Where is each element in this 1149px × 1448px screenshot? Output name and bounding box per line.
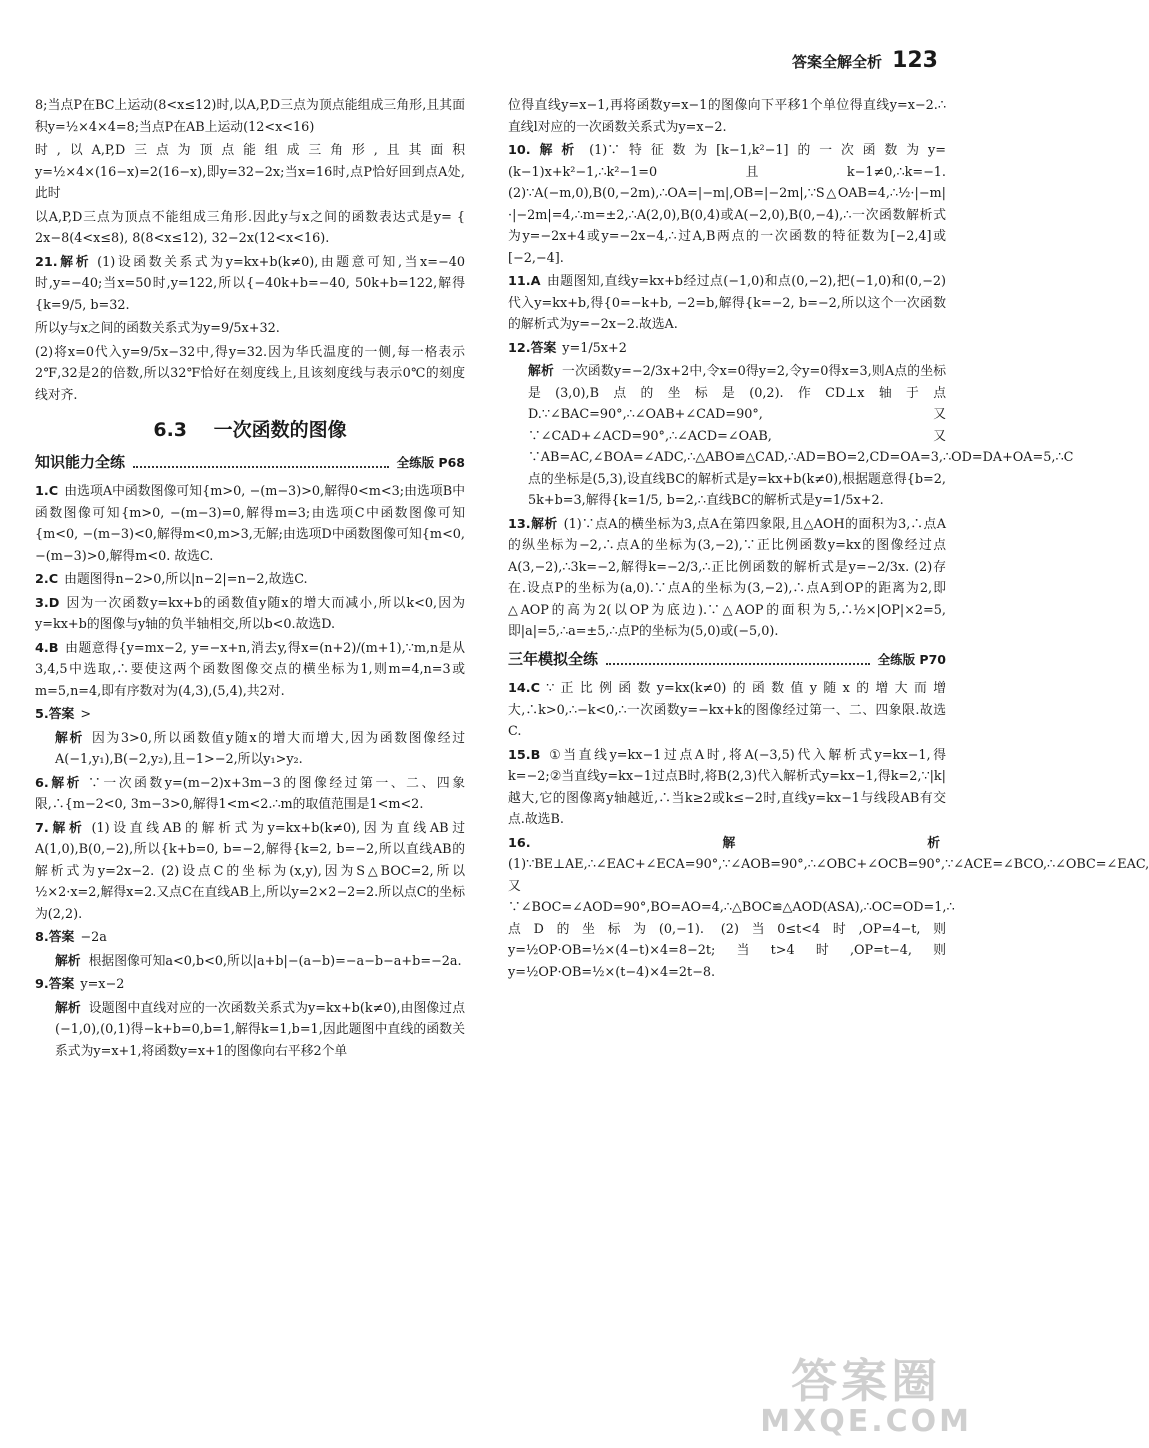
watermark-text: 答案圈 bbox=[791, 1354, 942, 1408]
band-title: 知识能力全练 bbox=[35, 452, 126, 471]
section-title: 一次函数的图像 bbox=[213, 419, 347, 441]
answer-item: 2.C 由题图得n−2>0,所以|n−2|=n−2,故选C. bbox=[35, 572, 308, 587]
section-heading bbox=[35, 420, 465, 442]
q21-line-3: (2)将x=0代入y=9/5x−32中,得y=32.因为华氏温度的一侧,每一格表示2℉,32是2的倍数,所以32℉恰好在刻度线上,且该刻度线与表示0℃的刻度线对齐. bbox=[35, 344, 465, 403]
answer-item: 解析 因为3>0,所以函数值y随x的增大而增大,因为函数图像经过A(−1,y₁),B(−2,y₂),且−1>−2,所以y₁>y₂. bbox=[55, 730, 465, 767]
band-title: 三年模拟全练 bbox=[508, 649, 599, 668]
answer-item: 12.答案 y=1/5x+2 bbox=[508, 340, 627, 356]
q21-line-1: 21.解析 (1)设函数关系式为y=kx+b(k≠0),由题意可知,当x=−40时,y=−40;当x=50时,y=122,所以{−40k+b=−40, 50k+b=122,解得{k=9/5, b=32. bbox=[35, 254, 466, 313]
q20-line-3: 以A,P,D三点为顶点不能组成三角形.因此y与x之间的函数表达式是y= { 2x−8(4<x≤8), 8(8<x≤12), 32−2x(12<x<16). bbox=[35, 209, 465, 246]
band-ref: 全练版 P68 bbox=[396, 454, 465, 470]
q21-line-2: 所以y与x之间的函数关系式为y=9/5x+32. bbox=[35, 321, 280, 336]
q20-line-1: 8;当点P在BC上运动(8<x≤12)时,以A,P,D三点为顶点能组成三角形,且其面积y=½×4×4=8;当点P在AB上运动(12<x<16) bbox=[35, 98, 465, 135]
dotted-leader bbox=[133, 456, 389, 468]
answer-item: 6.解析 ∵一次函数y=(m−2)x+3m−3的图像经过第一、二、四象限,∴{m−2<0, 3m−3>0,解得1<m<2.∴m的取值范围是1<m<2. bbox=[35, 775, 466, 812]
answer-item: 15.B ①当直线y=kx−1过点A时,将A(−3,5)代入解析式y=kx−1,得k=−2;②当直线y=kx−1过点B时,将B(2,3)代入解析式y=kx−1,得k=2,∵|k|越大,它的图像离y轴越近,∴当k≥2或k≤−2时,直线y=kx−1与线段AB有交点.故选B. bbox=[508, 747, 946, 827]
q9-continuation: 位得直线y=x−1,再将函数y=x−1的图像向下平移1个单位得直线y=x−2.∴直线l对应的一次函数关系式为y=x−2. bbox=[508, 98, 946, 135]
q20-line-2: 时,以A,P,D三点为顶点能组成三角形,且其面积y=½×4×(16−x)=2(16−x),即y=32−2x;当x=16时,点P恰好回到点A处,此时 bbox=[35, 143, 465, 201]
left-column bbox=[35, 95, 465, 1064]
answer-item: 解析 设题图中直线对应的一次函数关系式为y=kx+b(k≠0),由图像过点(−1,0),(0,1)得−k+b=0,b=1,解得k=1,b=1,因此题图中直线的函数关系式为y=x+1,将函数y=x+1的图像向右平移2个单 bbox=[55, 1000, 465, 1059]
answer-item: 11.A 由题图知,直线y=kx+b经过点(−1,0)和点(0,−2),把(−1,0)和(0,−2)代入y=kx+b,得{0=−k+b, −2=b,解得{k=−2, b=−2,所以这个一次函数的解析式为y=−2x−2.故选A. bbox=[508, 274, 946, 332]
watermark-logo bbox=[760, 1356, 972, 1438]
page-header bbox=[792, 48, 938, 73]
band-three-year bbox=[508, 649, 946, 671]
page-number: 123 bbox=[892, 48, 938, 73]
answer-item: 8.答案 −2a bbox=[35, 930, 107, 945]
answer-item: 3.D 因为一次函数y=kx+b的函数值y随x的增大而减小,所以k<0,因为y=kx+b的图像与y轴的负半轴相交,所以b<0.故选D. bbox=[35, 595, 465, 632]
answer-item: 13.解析 (1)∵点A的横坐标为3,点A在第四象限,且△AOH的面积为3,∴点A的纵坐标为−2,∴点A的坐标为(3,−2),∵正比例函数y=kx的图像经过点A(3,−2),∴3k=−2,解得k=−2/3,∴正比例函数的解析式是y=−2/3x. (2)存在.设点P的坐标为(a,0).∵点A的坐标为(3,−2),∴点A到OP的距离为2,即△AOP的高为2(以OP为底边).∵△AOP的面积为5,∴½×|OP|×2=5,即|a|=5,∴a=±5,∴点P的坐标为(5,0)或(−5,0). bbox=[508, 516, 947, 639]
answer-item: 9.答案 y=x−2 bbox=[35, 977, 125, 992]
answer-item: 5.答案 > bbox=[35, 707, 92, 722]
band-ref: 全练版 P70 bbox=[877, 651, 946, 667]
section-number: 6.3 bbox=[153, 419, 188, 441]
right-column bbox=[508, 95, 1149, 985]
answer-item: 7.解析 (1)设直线AB的解析式为y=kx+b(k≠0),因为直线AB过A(1,0),B(0,−2),所以{k+b=0, b=−2,解得{k=2, b=−2,所以直线AB的解析式为y=2x−2. (2)设点C的坐标为(x,y),因为S△BOC=2,所以½×2·x=2,解得x=2.又点C在直线AB上,所以y=2×2−2=2.所以点C的坐标为(2,2). bbox=[35, 820, 465, 922]
header-title: 答案全解全析 bbox=[792, 53, 883, 71]
answer-item: 4.B 由题意得{y=mx−2, y=−x+n,消去y,得x=(n+2)/(m+1),∵m,n是从3,4,5中选取,∴要使这两个函数图像交点的横坐标为1,则m=4,n=3或m=5,n=4,即有序数对为(4,3),(5,4),共2对. bbox=[35, 640, 465, 699]
answer-item: 解析 根据图像可知a<0,b<0,所以|a+b|−(a−b)=−a−b−a+b=−2a. bbox=[55, 953, 462, 969]
answer-item: 解析 一次函数y=−2/3x+2中,令x=0得y=2,令y=0得x=3,则A点的坐标是(3,0),B点的坐标是(0,2).作CD⊥x轴于点D.∵∠BAC=90°,∴∠OAB+∠CAD=90°,又∵∠CAD+∠ACD=90°,∴∠ACD=∠OAB,又∵AB=AC,∠BOA=∠ADC,∴△ABO≌△CAD,∴AD=BO=2,CD=OA=3,∴OD=DA+OA=5,∴C点的坐标是(5,3),设直线BC的解析式是y=kx+b(k≠0),根据题意得{b=2, 5k+b=3,解得{k=1/5, b=2,∴直线BC的解析式是y=1/5x+2. bbox=[528, 364, 1074, 508]
watermark-url: MXQE.COM bbox=[760, 1404, 972, 1439]
band-knowledge bbox=[35, 452, 465, 474]
answer-item: 1.C 由选项A中函数图像可知{m>0, −(m−3)>0,解得0<m<3;由选项B中函数图像可知{m>0, −(m−3)=0,解得m=3;由选项C中函数图像可知{m<0, −(m−3)<0,解得m<0,m>3,无解;由选项D中函数图像可知{m<0, −(m−3)>0,解得m<0. 故选C. bbox=[35, 484, 465, 564]
q21-number: 21.解析 bbox=[35, 254, 92, 270]
answer-item: 16.解析(1)∵BE⊥AE,∴∠EAC+∠ECA=90°,∵∠AOB=90°,∴∠OBC+∠OCB=90°,∵∠ACE=∠BCO,∴∠OBC=∠EAC,又∵∠BOC=∠AOD=90°,BO=AO=4,∴△BOC≌△AOD(ASA),∴OC=OD=1,∴点D的坐标为(0,−1). (2)当0≤t<4时,OP=4−t,则y=½OP·OB=½×(4−t)×4=8−2t;当t>4时,OP=t−4,则y=½OP·OB=½×(t−4)×4=2t−8. bbox=[508, 835, 1149, 980]
answer-item: 14.C ∵正比例函数y=kx(k≠0)的函数值y随x的增大而增大,∴k>0,∴−k<0,∴一次函数y=−kx+k的图像经过第一、二、四象限.故选C. bbox=[508, 681, 946, 739]
dotted-leader bbox=[606, 653, 870, 665]
answer-item: 10.解析 (1)∵特征数为[k−1,k²−1]的一次函数为y=(k−1)x+k²−1,∴k²−1=0且k−1≠0,∴k=−1. (2)∵A(−m,0),B(0,−2m),∴OA=|−m|,OB=|−2m|,∵S△OAB=4,∴½·|−m|·|−2m|=4,∴m=±2,∴A(2,0),B(0,4)或A(−2,0),B(0,−4),∴一次函数解析式为y=−2x+4或y=−2x−4,∴过A,B两点的一次函数的特征数为[−2,4]或[−2,−4]. bbox=[508, 143, 947, 266]
